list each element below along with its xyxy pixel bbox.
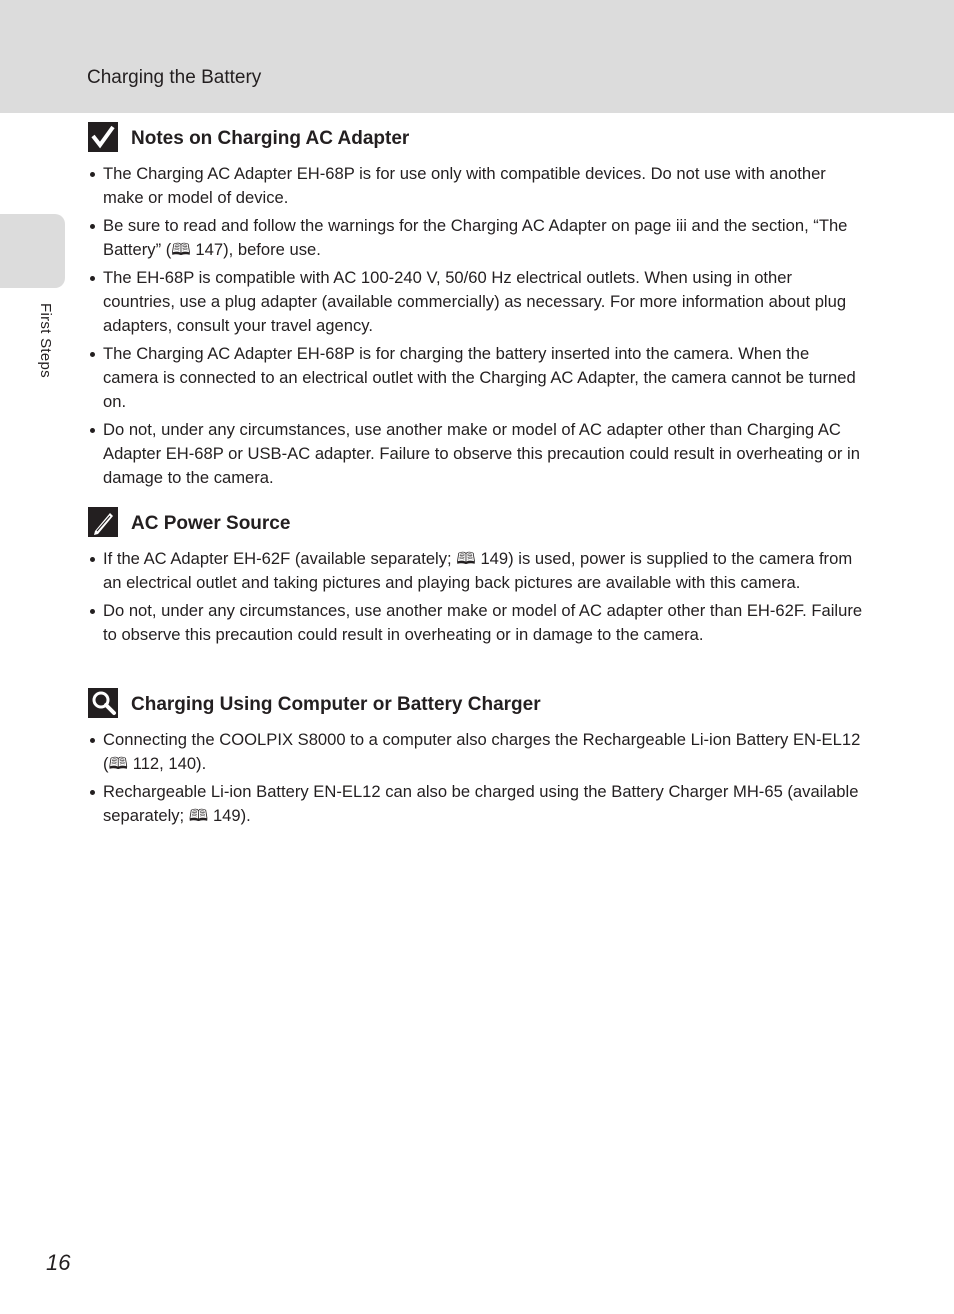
bullet-list <box>88 162 868 490</box>
section-title: AC Power Source <box>131 513 291 534</box>
section-heading <box>88 122 868 158</box>
side-tab <box>0 214 65 288</box>
section-notes-charging-ac-adapter <box>88 122 868 494</box>
check-icon <box>88 122 118 152</box>
list-item: The Charging AC Adapter EH-68P is for use only with compatible devices. Do not use with another make or model of device. <box>88 162 868 210</box>
list-item: The EH-68P is compatible with AC 100-240 V, 50/60 Hz electrical outlets. When using in other countries, use a plug adapter (available commercially) as necessary. For more information about plug adapters, consult your travel agency. <box>88 266 868 338</box>
page-header-title: Charging the Battery <box>87 67 262 88</box>
section-title: Notes on Charging AC Adapter <box>131 128 410 149</box>
section-heading <box>88 507 868 543</box>
section-ac-power-source <box>88 507 868 651</box>
header-band <box>0 0 954 113</box>
pencil-icon <box>88 507 118 537</box>
list-item: Rechargeable Li-ion Battery EN-EL12 can also be charged using the Battery Charger MH-65 (available separately; 🕮 149). <box>88 780 868 828</box>
section-charging-computer-battery-charger <box>88 688 868 832</box>
section-title: Charging Using Computer or Battery Charger <box>131 694 541 715</box>
list-item: Connecting the COOLPIX S8000 to a computer also charges the Rechargeable Li-ion Battery EN-EL12 (🕮 112, 140). <box>88 728 868 776</box>
side-tab-label: First Steps <box>37 303 54 378</box>
list-item: Do not, under any circumstances, use another make or model of AC adapter other than Charging AC Adapter EH-68P or USB-AC adapter. Failure to observe this precaution could result in overheating or in damage to the camera. <box>88 418 868 490</box>
list-item: If the AC Adapter EH-62F (available separately; 🕮 149) is used, power is supplied to the camera from an electrical outlet and taking pictures and playing back pictures are available with this camera. <box>88 547 868 595</box>
list-item: Be sure to read and follow the warnings for the Charging AC Adapter on page iii and the section, “The Battery” (🕮 147), before use. <box>88 214 868 262</box>
section-heading <box>88 688 868 724</box>
bullet-list <box>88 728 868 828</box>
list-item: Do not, under any circumstances, use another make or model of AC adapter other than EH-62F. Failure to observe this precaution could result in overheating or in damage to the camera. <box>88 599 868 647</box>
page-number: 16 <box>46 1250 71 1275</box>
bullet-list <box>88 547 868 647</box>
magnifier-icon <box>88 688 118 718</box>
list-item: The Charging AC Adapter EH-68P is for charging the battery inserted into the camera. When the camera is connected to an electrical outlet with the Charging AC Adapter, the camera cannot be turned on. <box>88 342 868 414</box>
